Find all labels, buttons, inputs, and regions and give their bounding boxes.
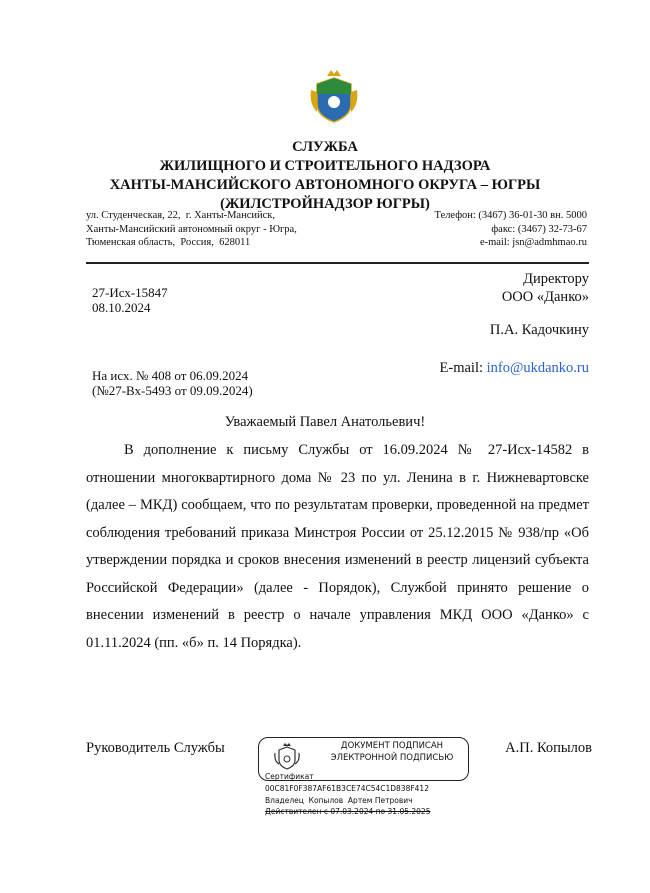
coat-of-arms-emblem <box>309 66 359 124</box>
signatory-name: А.П. Копылов <box>505 740 592 756</box>
stamp-title <box>318 740 466 764</box>
recipient-company: ООО «Данко» <box>501 289 589 305</box>
agency-title-line-4: (ЖИЛСТРОЙНАДЗОР ЮГРЫ) <box>220 196 430 212</box>
email-label: E-mail: <box>439 360 487 376</box>
emblem-icon <box>274 741 300 771</box>
recipient-name: П.А. Кадочкину <box>489 322 589 338</box>
document-date: 08.10.2024 <box>92 300 151 315</box>
address-line: ул. Студенческая, 22, г. Ханты-Мансийск, <box>86 210 275 221</box>
certificate-id: 00C81F0F387AF61B3CE74C54C1D838F412 <box>265 783 429 793</box>
address-line: Ханты-Мансийский автономный округ - Югра, <box>86 223 297 235</box>
certificate-owner: Владелец Копылов Артем Петрович <box>265 795 413 805</box>
agency-title-line-1: СЛУЖБА <box>292 139 358 155</box>
reply-reference: На исх. № 408 от 06.09.2024 <box>92 368 249 383</box>
certificate-label: Сертификат <box>265 772 314 781</box>
greeting: Уважаемый Павел Анатольевич! <box>224 414 426 430</box>
reply-registration: (№27-Вх-5493 от 09.09.2024) <box>92 383 253 398</box>
agency-address <box>86 209 297 250</box>
stamp-title-line: ЭЛЕКТРОННОЙ ПОДПИСЬЮ <box>330 753 454 763</box>
body-paragraph: В дополнение к письму Службы от 16.09.2024 № 27-Исх-14582 в отношении многоквартирного дома № 23 по ул. Ленина в г. Нижневартовске (далее – МКД) сообщаем, что по результатам проверки, проведенной на предмет соблюдения требований приказа Минстроя России от 25.12.2015 № 938/пр «Об утверждении порядка и сроков внесения изменений в реестр лицензий субъекта Российской Федерации» (далее - Порядок), Службой принято решение о внесении изменений в реестр о начале управления МКД ООО «Данко» с 01.11.2024 (пп. «б» п. 14 Порядка). <box>86 442 589 651</box>
agency-title-line-2: ЖИЛИЩНОГО И СТРОИТЕЛЬНОГО НАДЗОРА <box>159 158 491 174</box>
document-number: 27-Исх-15847 <box>92 285 168 300</box>
address-line: Тюменская область, Россия, 628011 <box>86 237 251 248</box>
agency-contacts <box>380 209 587 250</box>
phone-line: Телефон: (3467) 36-01-30 вн. 5000 <box>434 210 587 221</box>
agency-title-line-3: ХАНТЫ-МАНСИЙСКОГО АВТОНОМНОГО ОКРУГА – ЮГРЫ <box>109 177 541 193</box>
stamp-info <box>265 771 430 818</box>
stamp-title-line: ДОКУМЕНТ ПОДПИСАН <box>340 741 444 751</box>
letter-body <box>86 437 589 657</box>
certificate-validity: Действителен с 07.03.2024 по 31.05.2025 <box>265 807 431 817</box>
recipient-email-link[interactable]: info@ukdanko.ru <box>486 360 589 376</box>
recipient-email <box>380 359 589 377</box>
fax-line: факс: (3467) 32-73-67 <box>491 223 587 235</box>
email-line: e-mail: jsn@admhmao.ru <box>479 237 587 248</box>
recipient-position: Директору <box>523 271 589 287</box>
header-divider <box>86 262 589 264</box>
signatory-position: Руководитель Службы <box>86 740 225 756</box>
